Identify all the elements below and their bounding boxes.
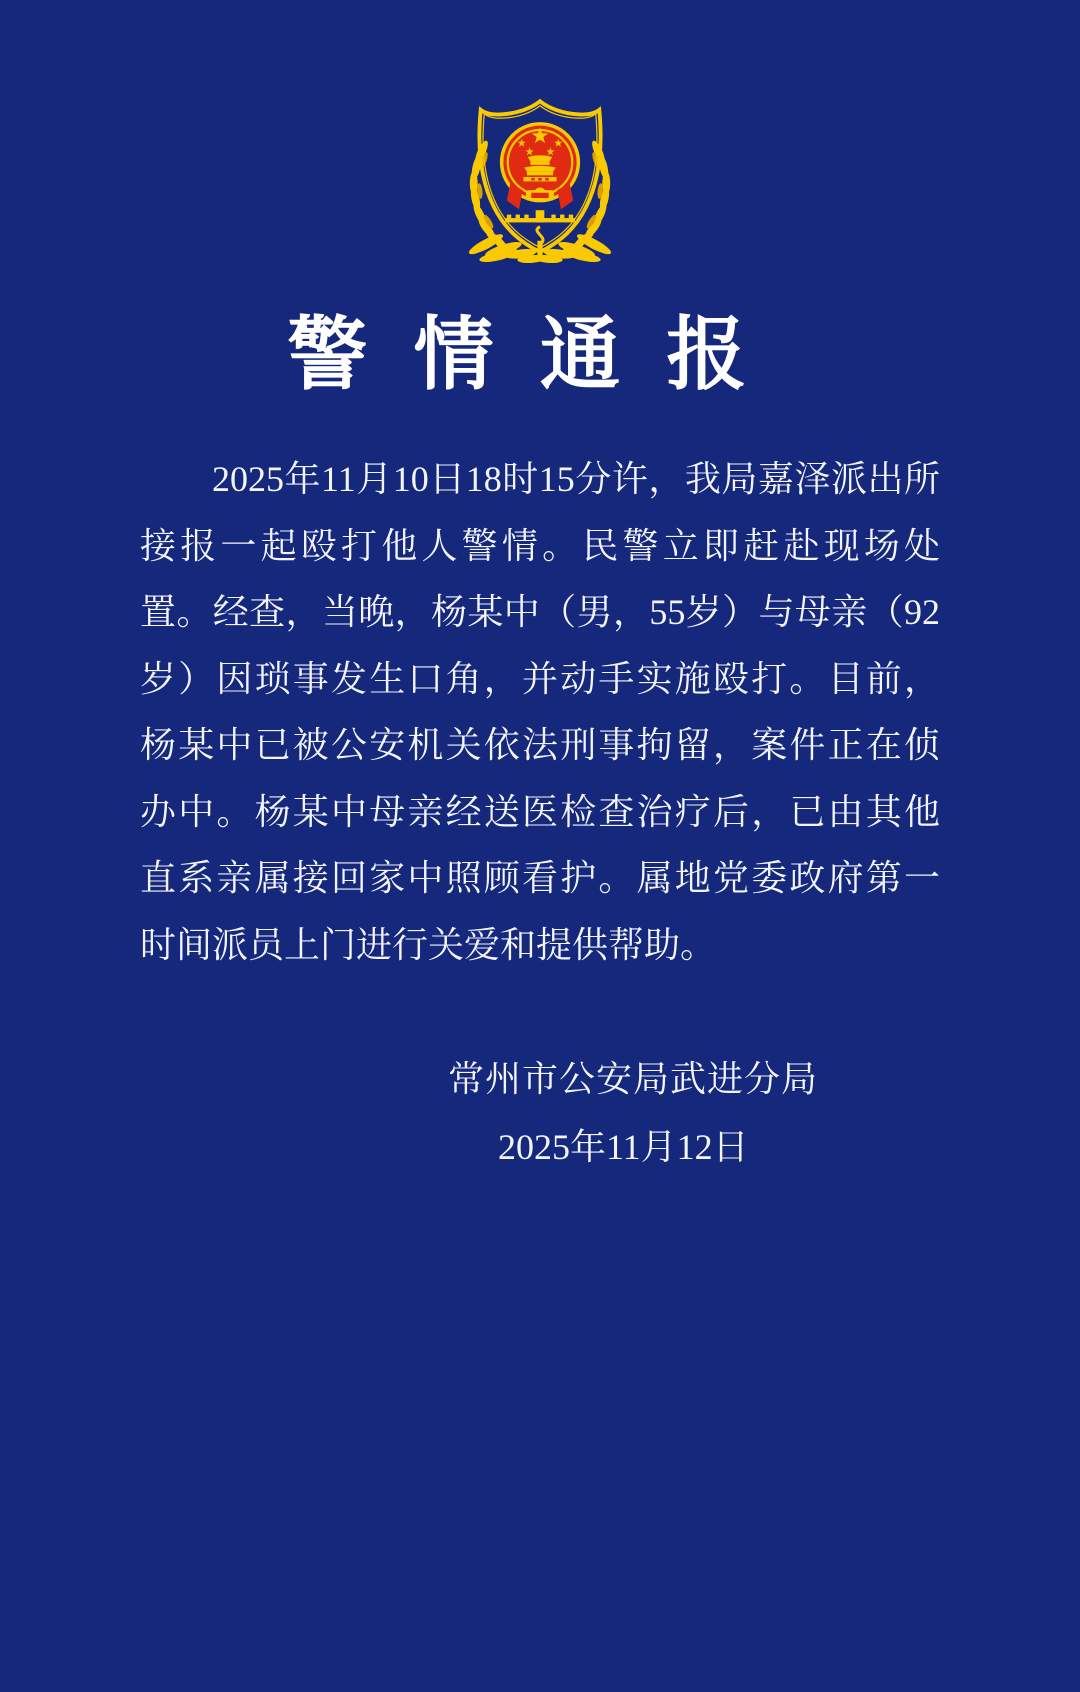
- notice-line-5: 杨某中已被公安机关依法刑事拘留，案件正在侦: [140, 725, 940, 765]
- issuing-agency: 常州市公安局武进分局: [448, 1059, 819, 1099]
- police-badge-icon: [452, 96, 628, 266]
- notice-line-3: 置。经查，当晚，杨某中（男，55岁）与母亲（92: [140, 592, 940, 632]
- notice-line-2: 接报一起殴打他人警情。民警立即赶赴现场处: [140, 525, 940, 566]
- notice-line-7: 直系亲属接回家中照顾看护。属地党委政府第一: [140, 858, 940, 898]
- notice-body: [140, 446, 940, 978]
- notice-line-8: 时间派员上门进行关爱和提供帮助。: [140, 924, 717, 965]
- notice-line-6: 办中。杨某中母亲经送医检查治疗后，已由其他: [140, 791, 940, 832]
- notice-line-1: 2025年11月10日18时15分许，我局嘉泽派出所: [212, 459, 940, 499]
- notice-line-4: 岁）因琐事发生口角，并动手实施殴打。目前，: [140, 658, 940, 699]
- notice-title: 警情通报: [287, 312, 793, 400]
- issue-date: 2025年11月12日: [498, 1127, 749, 1167]
